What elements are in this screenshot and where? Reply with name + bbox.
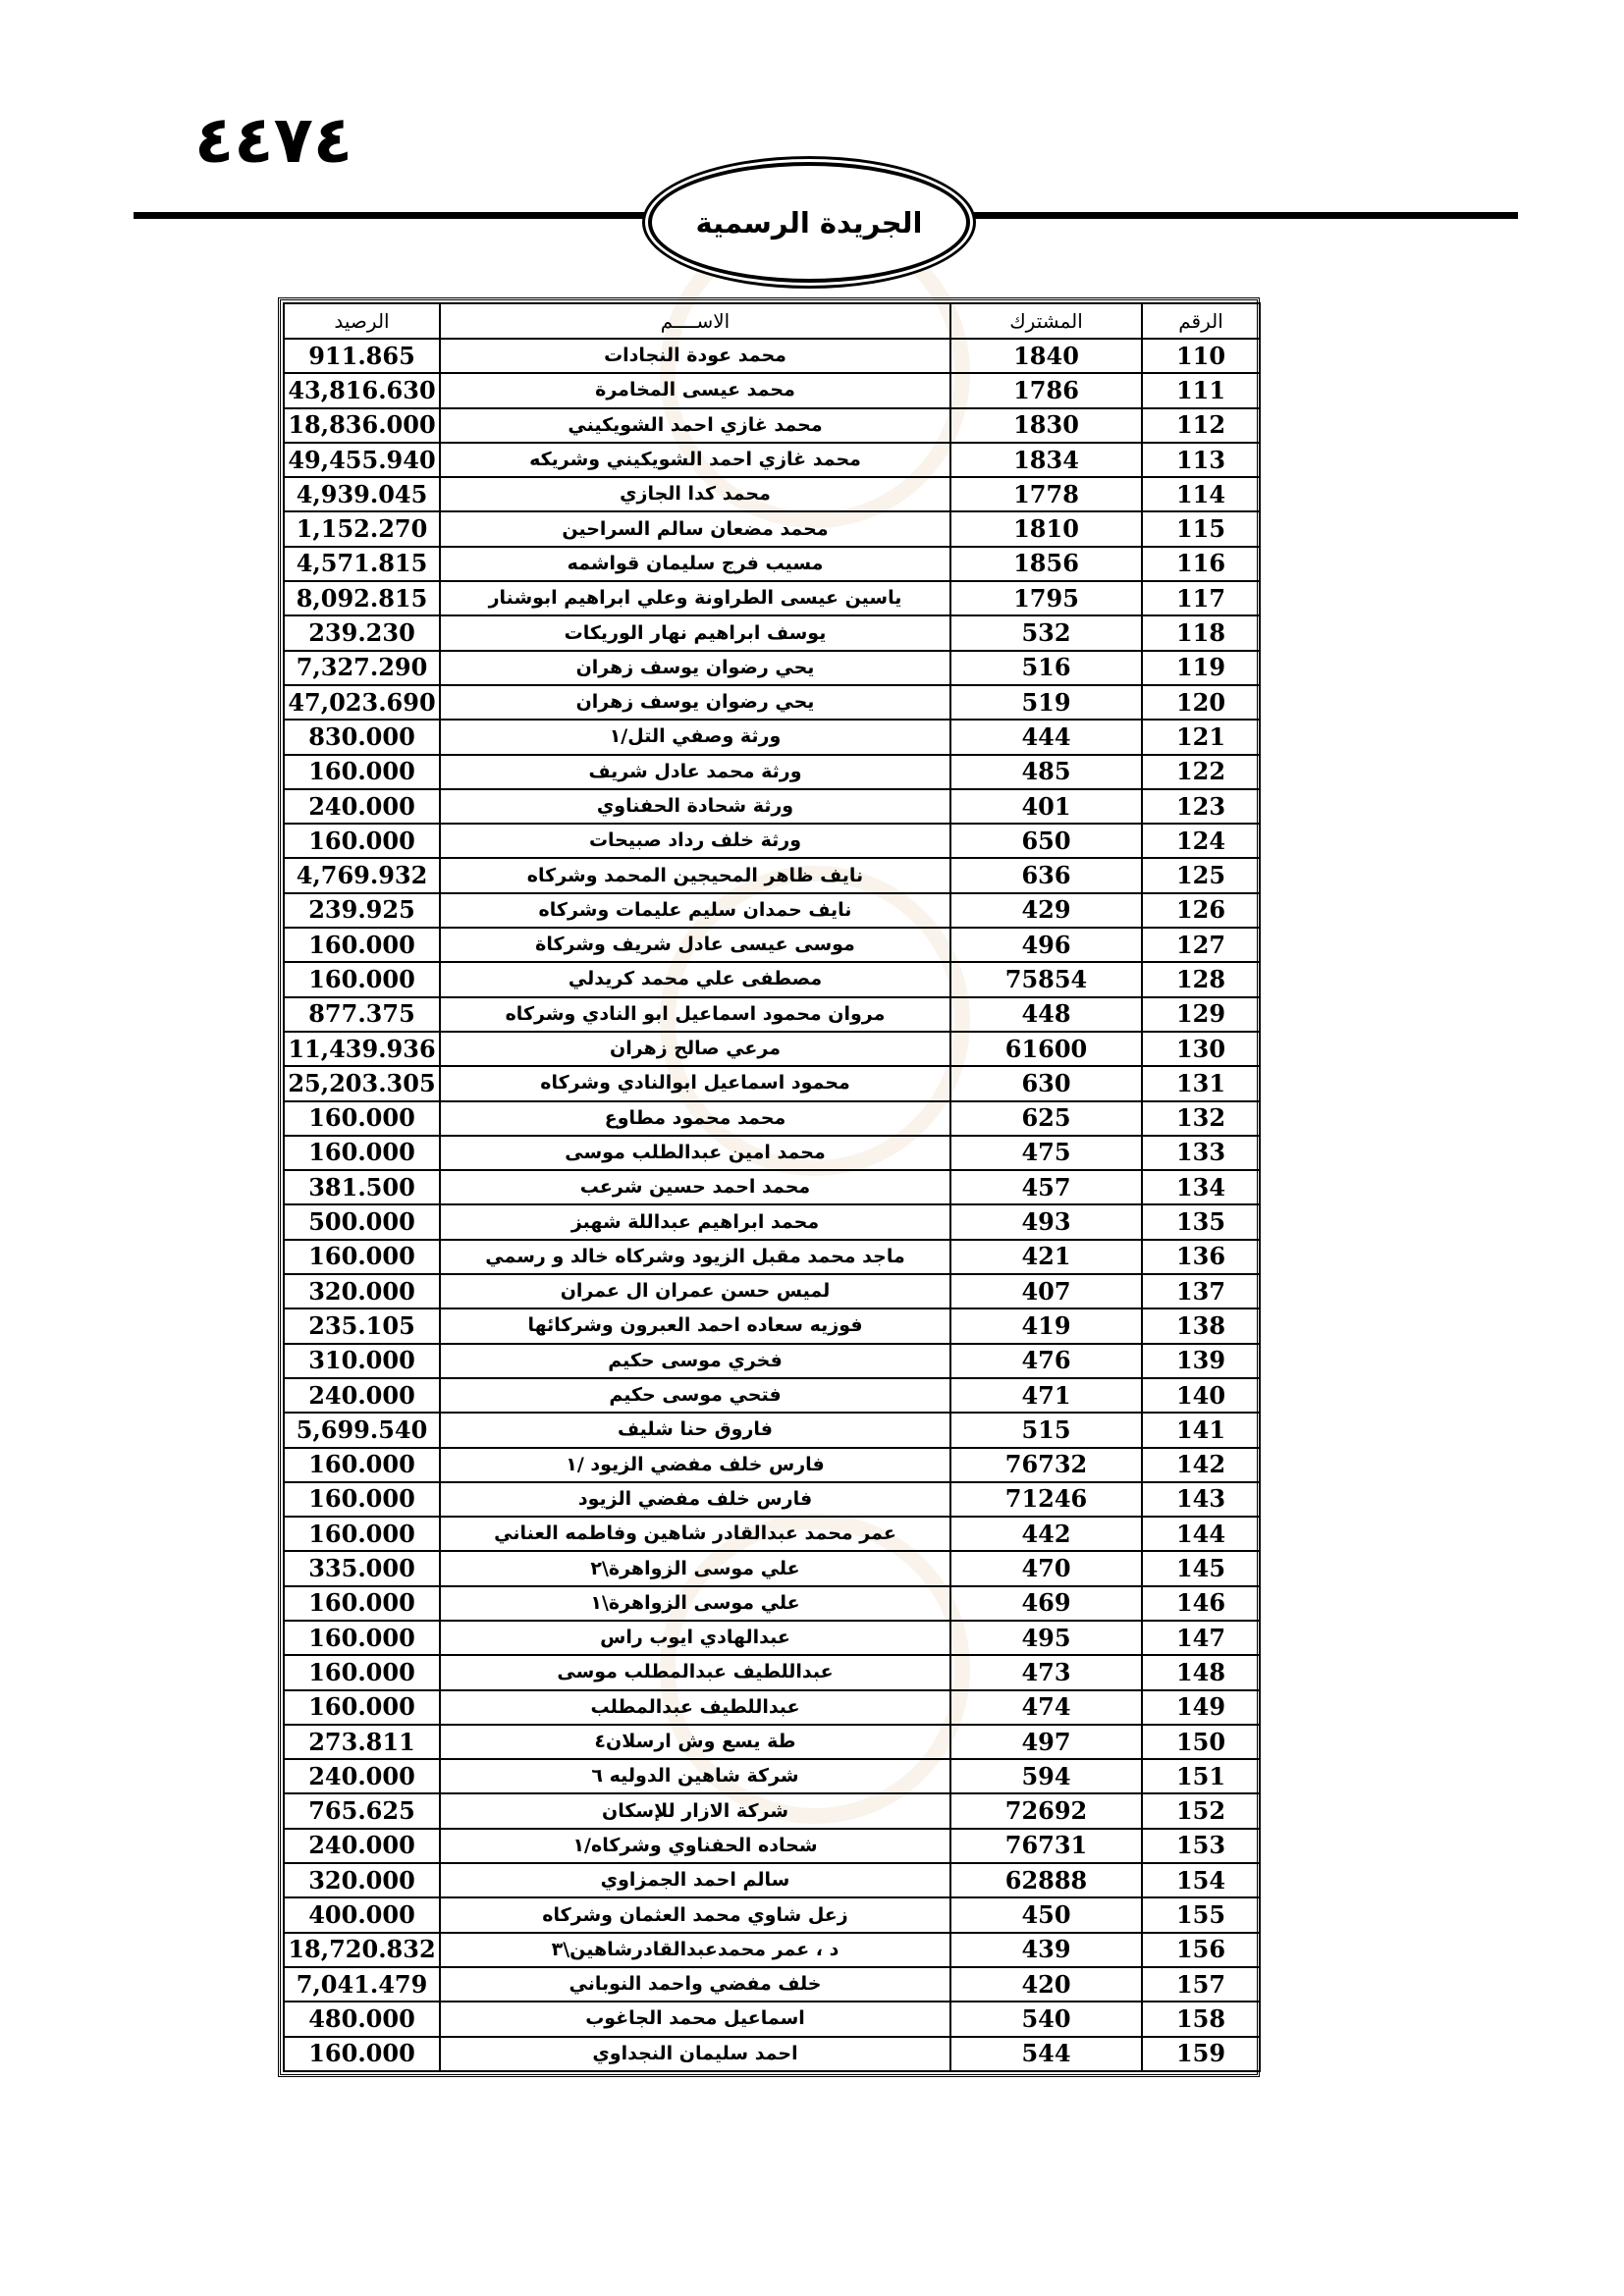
balance-cell: 160.000 bbox=[284, 928, 440, 962]
table-row bbox=[284, 1308, 1260, 1343]
table-row bbox=[284, 1448, 1260, 1482]
subscriber-cell: 76731 bbox=[950, 1829, 1142, 1863]
subscriber-cell: 75854 bbox=[950, 962, 1142, 996]
subscriber-cell: 71246 bbox=[950, 1482, 1142, 1517]
row-number-cell: 152 bbox=[1142, 1793, 1260, 1828]
row-number-cell: 154 bbox=[1142, 1863, 1260, 1897]
subscriber-cell: 469 bbox=[950, 1586, 1142, 1621]
row-number-cell: 147 bbox=[1142, 1621, 1260, 1655]
balance-cell: 25,203.305 bbox=[284, 1066, 440, 1100]
balance-cell: 320.000 bbox=[284, 1863, 440, 1897]
table-row bbox=[284, 1725, 1260, 1759]
name-cell: عبداللطيف عبدالمطلب bbox=[440, 1690, 950, 1725]
table-row bbox=[284, 615, 1260, 650]
table-row bbox=[284, 651, 1260, 685]
name-cell: احمد سليمان النجداوي bbox=[440, 2037, 950, 2071]
table-header-row bbox=[284, 303, 1260, 339]
name-cell: مصطفى علي محمد كريدلي bbox=[440, 962, 950, 996]
table-row bbox=[284, 1240, 1260, 1274]
name-cell: شحاده الحفناوي وشركاه/١ bbox=[440, 1829, 950, 1863]
column-header-subscriber: المشترك bbox=[950, 303, 1142, 339]
table-row bbox=[284, 1586, 1260, 1621]
row-number-cell: 112 bbox=[1142, 408, 1260, 443]
balance-cell: 240.000 bbox=[284, 1759, 440, 1793]
row-number-cell: 159 bbox=[1142, 2037, 1260, 2071]
name-cell: خلف مفضي واحمد النوباني bbox=[440, 1967, 950, 2002]
table-row bbox=[284, 1759, 1260, 1793]
name-cell: فوزيه سعاده احمد العبرون وشركائها bbox=[440, 1308, 950, 1343]
subscriber-cell: 420 bbox=[950, 1967, 1142, 2002]
name-cell: يوسف ابراهيم نهار الوريكات bbox=[440, 615, 950, 650]
table-row bbox=[284, 1551, 1260, 1585]
balance-cell: 11,439.936 bbox=[284, 1032, 440, 1066]
row-number-cell: 131 bbox=[1142, 1066, 1260, 1100]
subscriber-cell: 1834 bbox=[950, 443, 1142, 477]
row-number-cell: 125 bbox=[1142, 858, 1260, 892]
subscriber-cell: 61600 bbox=[950, 1032, 1142, 1066]
subscriber-cell: 407 bbox=[950, 1274, 1142, 1308]
table-row bbox=[284, 789, 1260, 824]
row-number-cell: 111 bbox=[1142, 373, 1260, 407]
balance-cell: 320.000 bbox=[284, 1274, 440, 1308]
subscriber-cell: 1786 bbox=[950, 373, 1142, 407]
name-cell: محمد احمد حسين شرعب bbox=[440, 1170, 950, 1204]
name-cell: مرعي صالح زهران bbox=[440, 1032, 950, 1066]
subscriber-cell: 444 bbox=[950, 720, 1142, 754]
subscribers-table-frame bbox=[278, 297, 1260, 2077]
row-number-cell: 134 bbox=[1142, 1170, 1260, 1204]
name-cell: محمد مضعان سالم السراحين bbox=[440, 511, 950, 546]
subscriber-cell: 474 bbox=[950, 1690, 1142, 1725]
row-number-cell: 115 bbox=[1142, 511, 1260, 546]
name-cell: شركة شاهين الدوليه ٦ bbox=[440, 1759, 950, 1793]
table-row bbox=[284, 1829, 1260, 1863]
balance-cell: 7,327.290 bbox=[284, 651, 440, 685]
table-row bbox=[284, 858, 1260, 892]
subscriber-cell: 62888 bbox=[950, 1863, 1142, 1897]
balance-cell: 4,939.045 bbox=[284, 477, 440, 511]
row-number-cell: 151 bbox=[1142, 1759, 1260, 1793]
name-cell: د ، عمر محمدعبدالقادرشاهين\٣ bbox=[440, 1933, 950, 1967]
balance-cell: 400.000 bbox=[284, 1897, 440, 1932]
name-cell: اسماعيل محمد الجاغوب bbox=[440, 2002, 950, 2036]
balance-cell: 1,152.270 bbox=[284, 511, 440, 546]
row-number-cell: 123 bbox=[1142, 789, 1260, 824]
row-number-cell: 132 bbox=[1142, 1101, 1260, 1136]
gazette-title-text: الجريدة الرسمية bbox=[695, 205, 923, 240]
name-cell: محمد غازي احمد الشويكيني وشريكه bbox=[440, 443, 950, 477]
subscriber-cell: 485 bbox=[950, 755, 1142, 789]
row-number-cell: 128 bbox=[1142, 962, 1260, 996]
table-row bbox=[284, 1344, 1260, 1378]
name-cell: ماجد محمد مقبل الزيود وشركاه خالد و رسمي bbox=[440, 1240, 950, 1274]
name-cell: محمود اسماعيل ابوالنادي وشركاه bbox=[440, 1066, 950, 1100]
table-row bbox=[284, 1482, 1260, 1517]
table-row bbox=[284, 373, 1260, 407]
name-cell: طة يسع وش ارسلان٤ bbox=[440, 1725, 950, 1759]
row-number-cell: 148 bbox=[1142, 1655, 1260, 1689]
subscriber-cell: 429 bbox=[950, 893, 1142, 928]
balance-cell: 7,041.479 bbox=[284, 1967, 440, 2002]
subscriber-cell: 439 bbox=[950, 1933, 1142, 1967]
subscriber-cell: 475 bbox=[950, 1136, 1142, 1170]
subscriber-cell: 516 bbox=[950, 651, 1142, 685]
balance-cell: 310.000 bbox=[284, 1344, 440, 1378]
subscriber-cell: 650 bbox=[950, 824, 1142, 858]
table-row bbox=[284, 1413, 1260, 1447]
balance-cell: 160.000 bbox=[284, 824, 440, 858]
table-row bbox=[284, 1621, 1260, 1655]
table-row bbox=[284, 547, 1260, 581]
balance-cell: 49,455.940 bbox=[284, 443, 440, 477]
subscriber-cell: 76732 bbox=[950, 1448, 1142, 1482]
row-number-cell: 121 bbox=[1142, 720, 1260, 754]
subscriber-cell: 544 bbox=[950, 2037, 1142, 2071]
balance-cell: 160.000 bbox=[284, 1101, 440, 1136]
table-row bbox=[284, 581, 1260, 615]
balance-cell: 160.000 bbox=[284, 1586, 440, 1621]
row-number-cell: 143 bbox=[1142, 1482, 1260, 1517]
name-cell: موسى عيسى عادل شريف وشركاة bbox=[440, 928, 950, 962]
row-number-cell: 122 bbox=[1142, 755, 1260, 789]
row-number-cell: 120 bbox=[1142, 685, 1260, 720]
subscriber-cell: 630 bbox=[950, 1066, 1142, 1100]
row-number-cell: 145 bbox=[1142, 1551, 1260, 1585]
table-row bbox=[284, 720, 1260, 754]
table-row bbox=[284, 1032, 1260, 1066]
table-row bbox=[284, 1793, 1260, 1828]
table-row bbox=[284, 339, 1260, 373]
name-cell: سالم احمد الجمزاوي bbox=[440, 1863, 950, 1897]
row-number-cell: 158 bbox=[1142, 2002, 1260, 2036]
column-header-number: الرقم bbox=[1142, 303, 1260, 339]
subscriber-cell: 72692 bbox=[950, 1793, 1142, 1828]
subscriber-cell: 470 bbox=[950, 1551, 1142, 1585]
row-number-cell: 138 bbox=[1142, 1308, 1260, 1343]
table-row bbox=[284, 1101, 1260, 1136]
name-cell: لميس حسن عمران ال عمران bbox=[440, 1274, 950, 1308]
table-row bbox=[284, 1274, 1260, 1308]
name-cell: فخري موسى حكيم bbox=[440, 1344, 950, 1378]
subscriber-cell: 1830 bbox=[950, 408, 1142, 443]
table-row bbox=[284, 1967, 1260, 2002]
name-cell: نايف حمدان سليم عليمات وشركاه bbox=[440, 893, 950, 928]
balance-cell: 5,699.540 bbox=[284, 1413, 440, 1447]
name-cell: ورثة شحادة الحفناوي bbox=[440, 789, 950, 824]
table-row bbox=[284, 893, 1260, 928]
name-cell: نايف ظاهر المحيجين المحمد وشركاه bbox=[440, 858, 950, 892]
name-cell: ورثة خلف رداد صبيحات bbox=[440, 824, 950, 858]
table-row bbox=[284, 1690, 1260, 1725]
table-row bbox=[284, 1066, 1260, 1100]
name-cell: عمر محمد عبدالقادر شاهين وفاطمه العناني bbox=[440, 1517, 950, 1551]
subscriber-cell: 497 bbox=[950, 1725, 1142, 1759]
subscriber-cell: 1778 bbox=[950, 477, 1142, 511]
row-number-cell: 133 bbox=[1142, 1136, 1260, 1170]
name-cell: محمد ابراهيم عبداللة شهبز bbox=[440, 1204, 950, 1239]
row-number-cell: 110 bbox=[1142, 339, 1260, 373]
balance-cell: 335.000 bbox=[284, 1551, 440, 1585]
name-cell: عبدالهادي ايوب راس bbox=[440, 1621, 950, 1655]
table-row bbox=[284, 1655, 1260, 1689]
balance-cell: 8,092.815 bbox=[284, 581, 440, 615]
table-row bbox=[284, 824, 1260, 858]
subscribers-table bbox=[283, 302, 1261, 2072]
row-number-cell: 137 bbox=[1142, 1274, 1260, 1308]
balance-cell: 830.000 bbox=[284, 720, 440, 754]
row-number-cell: 129 bbox=[1142, 997, 1260, 1032]
row-number-cell: 157 bbox=[1142, 1967, 1260, 2002]
row-number-cell: 155 bbox=[1142, 1897, 1260, 1932]
name-cell: فتحي موسى حكيم bbox=[440, 1378, 950, 1413]
name-cell: عبداللطيف عبدالمطلب موسى bbox=[440, 1655, 950, 1689]
row-number-cell: 113 bbox=[1142, 443, 1260, 477]
row-number-cell: 117 bbox=[1142, 581, 1260, 615]
balance-cell: 239.230 bbox=[284, 615, 440, 650]
table-row bbox=[284, 1863, 1260, 1897]
row-number-cell: 140 bbox=[1142, 1378, 1260, 1413]
subscriber-cell: 473 bbox=[950, 1655, 1142, 1689]
table-row bbox=[284, 1517, 1260, 1551]
row-number-cell: 153 bbox=[1142, 1829, 1260, 1863]
subscriber-cell: 540 bbox=[950, 2002, 1142, 2036]
table-row bbox=[284, 477, 1260, 511]
balance-cell: 160.000 bbox=[284, 1655, 440, 1689]
column-header-balance: الرصيد bbox=[284, 303, 440, 339]
gazette-title bbox=[648, 162, 970, 283]
table-row bbox=[284, 2002, 1260, 2036]
name-cell: ورثة محمد عادل شريف bbox=[440, 755, 950, 789]
balance-cell: 18,836.000 bbox=[284, 408, 440, 443]
subscriber-cell: 519 bbox=[950, 685, 1142, 720]
name-cell: ورثة وصفي التل/١ bbox=[440, 720, 950, 754]
balance-cell: 235.105 bbox=[284, 1308, 440, 1343]
balance-cell: 4,571.815 bbox=[284, 547, 440, 581]
balance-cell: 18,720.832 bbox=[284, 1933, 440, 1967]
name-cell: فارس خلف مفضي الزيود /١ bbox=[440, 1448, 950, 1482]
row-number-cell: 149 bbox=[1142, 1690, 1260, 1725]
subscriber-cell: 419 bbox=[950, 1308, 1142, 1343]
subscriber-cell: 532 bbox=[950, 615, 1142, 650]
name-cell: يحي رضوان يوسف زهران bbox=[440, 651, 950, 685]
row-number-cell: 119 bbox=[1142, 651, 1260, 685]
row-number-cell: 130 bbox=[1142, 1032, 1260, 1066]
balance-cell: 239.925 bbox=[284, 893, 440, 928]
subscriber-cell: 450 bbox=[950, 1897, 1142, 1932]
table-row bbox=[284, 1378, 1260, 1413]
balance-cell: 160.000 bbox=[284, 2037, 440, 2071]
column-header-name: الاســــم bbox=[440, 303, 950, 339]
subscriber-cell: 457 bbox=[950, 1170, 1142, 1204]
table-row bbox=[284, 685, 1260, 720]
balance-cell: 240.000 bbox=[284, 789, 440, 824]
balance-cell: 160.000 bbox=[284, 1482, 440, 1517]
table-row bbox=[284, 1933, 1260, 1967]
balance-cell: 4,769.932 bbox=[284, 858, 440, 892]
row-number-cell: 142 bbox=[1142, 1448, 1260, 1482]
balance-cell: 160.000 bbox=[284, 1621, 440, 1655]
row-number-cell: 136 bbox=[1142, 1240, 1260, 1274]
balance-cell: 160.000 bbox=[284, 962, 440, 996]
row-number-cell: 114 bbox=[1142, 477, 1260, 511]
name-cell: محمد امين عبدالطلب موسى bbox=[440, 1136, 950, 1170]
balance-cell: 240.000 bbox=[284, 1829, 440, 1863]
table-row bbox=[284, 511, 1260, 546]
subscriber-cell: 442 bbox=[950, 1517, 1142, 1551]
balance-cell: 381.500 bbox=[284, 1170, 440, 1204]
subscriber-cell: 476 bbox=[950, 1344, 1142, 1378]
name-cell: محمد عودة النجادات bbox=[440, 339, 950, 373]
table-row bbox=[284, 1897, 1260, 1932]
subscriber-cell: 448 bbox=[950, 997, 1142, 1032]
balance-cell: 160.000 bbox=[284, 1690, 440, 1725]
balance-cell: 47,023.690 bbox=[284, 685, 440, 720]
table-row bbox=[284, 928, 1260, 962]
name-cell: محمد كدا الجازي bbox=[440, 477, 950, 511]
row-number-cell: 150 bbox=[1142, 1725, 1260, 1759]
table-row bbox=[284, 1170, 1260, 1204]
balance-cell: 160.000 bbox=[284, 755, 440, 789]
subscriber-cell: 493 bbox=[950, 1204, 1142, 1239]
subscriber-cell: 1795 bbox=[950, 581, 1142, 615]
name-cell: يحي رضوان يوسف زهران bbox=[440, 685, 950, 720]
balance-cell: 240.000 bbox=[284, 1378, 440, 1413]
subscriber-cell: 496 bbox=[950, 928, 1142, 962]
row-number-cell: 116 bbox=[1142, 547, 1260, 581]
subscriber-cell: 401 bbox=[950, 789, 1142, 824]
table-row bbox=[284, 997, 1260, 1032]
table-row bbox=[284, 962, 1260, 996]
row-number-cell: 139 bbox=[1142, 1344, 1260, 1378]
balance-cell: 911.865 bbox=[284, 339, 440, 373]
name-cell: شركة الازار للإسكان bbox=[440, 1793, 950, 1828]
name-cell: مروان محمود اسماعيل ابو النادي وشركاه bbox=[440, 997, 950, 1032]
name-cell: ياسين عيسى الطراونة وعلي ابراهيم ابوشنار bbox=[440, 581, 950, 615]
table-row bbox=[284, 1204, 1260, 1239]
name-cell: فاروق حنا شليف bbox=[440, 1413, 950, 1447]
subscriber-cell: 1810 bbox=[950, 511, 1142, 546]
name-cell: محمد عيسى المخامرة bbox=[440, 373, 950, 407]
balance-cell: 273.811 bbox=[284, 1725, 440, 1759]
subscriber-cell: 515 bbox=[950, 1413, 1142, 1447]
balance-cell: 765.625 bbox=[284, 1793, 440, 1828]
row-number-cell: 126 bbox=[1142, 893, 1260, 928]
name-cell: مسيب فرج سليمان قواشمه bbox=[440, 547, 950, 581]
name-cell: محمد محمود مطاوع bbox=[440, 1101, 950, 1136]
row-number-cell: 141 bbox=[1142, 1413, 1260, 1447]
balance-cell: 160.000 bbox=[284, 1517, 440, 1551]
balance-cell: 160.000 bbox=[284, 1136, 440, 1170]
table-row bbox=[284, 443, 1260, 477]
name-cell: زعل شاوي محمد العثمان وشركاه bbox=[440, 1897, 950, 1932]
subscriber-cell: 1856 bbox=[950, 547, 1142, 581]
row-number-cell: 144 bbox=[1142, 1517, 1260, 1551]
name-cell: فارس خلف مفضي الزيود bbox=[440, 1482, 950, 1517]
table-row bbox=[284, 755, 1260, 789]
row-number-cell: 156 bbox=[1142, 1933, 1260, 1967]
row-number-cell: 118 bbox=[1142, 615, 1260, 650]
table-row bbox=[284, 2037, 1260, 2071]
name-cell: محمد غازي احمد الشويكيني bbox=[440, 408, 950, 443]
balance-cell: 160.000 bbox=[284, 1448, 440, 1482]
balance-cell: 480.000 bbox=[284, 2002, 440, 2036]
subscriber-cell: 1840 bbox=[950, 339, 1142, 373]
balance-cell: 160.000 bbox=[284, 1240, 440, 1274]
subscriber-cell: 636 bbox=[950, 858, 1142, 892]
subscriber-cell: 421 bbox=[950, 1240, 1142, 1274]
balance-cell: 43,816.630 bbox=[284, 373, 440, 407]
row-number-cell: 127 bbox=[1142, 928, 1260, 962]
row-number-cell: 135 bbox=[1142, 1204, 1260, 1239]
subscriber-cell: 625 bbox=[950, 1101, 1142, 1136]
table-row bbox=[284, 1136, 1260, 1170]
page-number: ٤٤٧٤ bbox=[194, 102, 353, 178]
subscriber-cell: 495 bbox=[950, 1621, 1142, 1655]
subscriber-cell: 594 bbox=[950, 1759, 1142, 1793]
name-cell: علي موسى الزواهرة\١ bbox=[440, 1586, 950, 1621]
subscriber-cell: 471 bbox=[950, 1378, 1142, 1413]
balance-cell: 500.000 bbox=[284, 1204, 440, 1239]
balance-cell: 877.375 bbox=[284, 997, 440, 1032]
row-number-cell: 146 bbox=[1142, 1586, 1260, 1621]
row-number-cell: 124 bbox=[1142, 824, 1260, 858]
table-row bbox=[284, 408, 1260, 443]
name-cell: علي موسى الزواهرة\٢ bbox=[440, 1551, 950, 1585]
